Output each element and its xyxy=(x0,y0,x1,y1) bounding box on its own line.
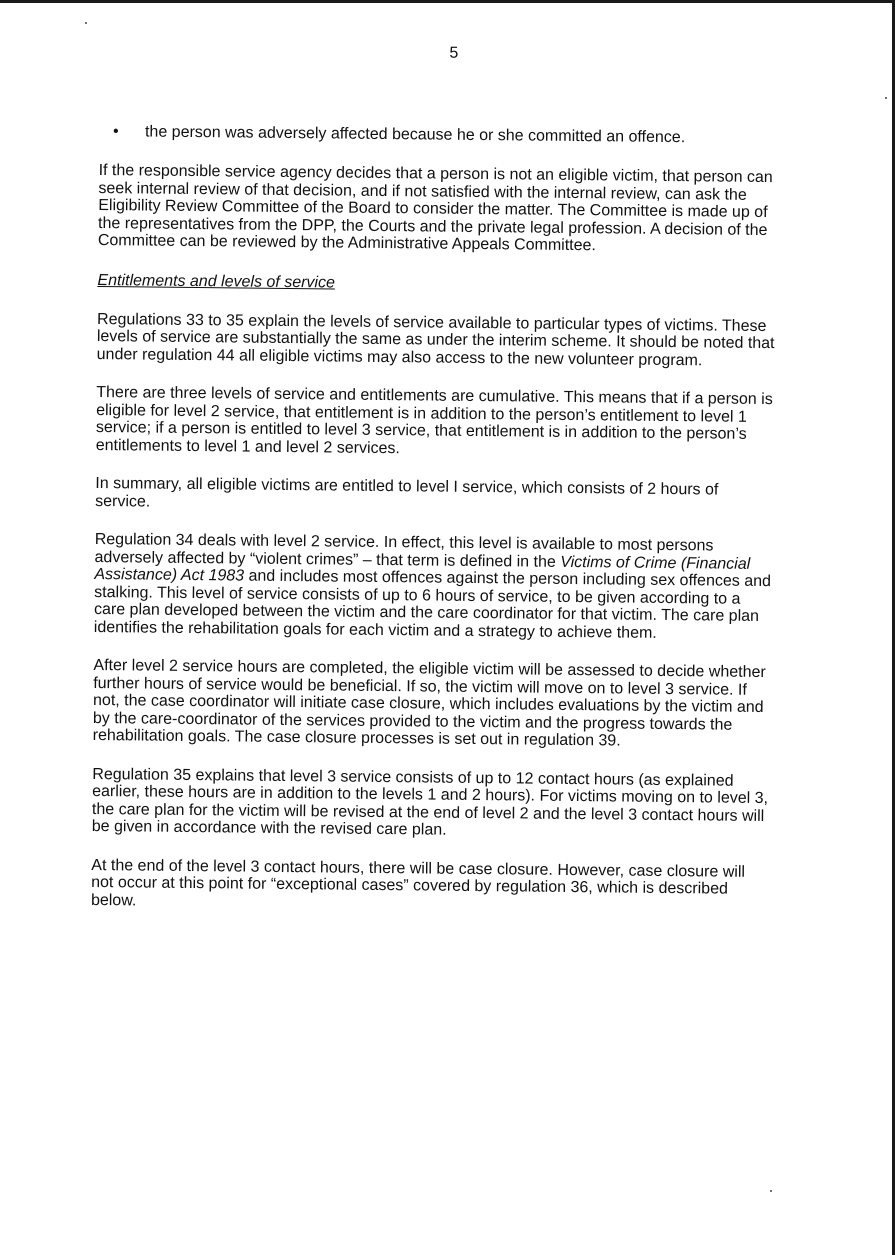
section-heading-entitlements: Entitlements and levels of service xyxy=(97,271,336,291)
paragraph-regulation-34 xyxy=(94,531,775,643)
paragraph-regulation-34-part1: Regulation 34 deals with level 2 service. In effect, this level is available to most persons adversely affected by “violent crimes” – that term is defined in the xyxy=(94,530,714,571)
page-number: 5 xyxy=(449,44,459,62)
bullet-text: the person was adversely affected because he or she committed an offence. xyxy=(144,123,686,147)
paragraph-regulation-35: Regulation 35 explains that level 3 service consists of up to 12 contact hours (as explained earlier, these hours are in addition to the levels 1 and 2 hours). For victims moving on to level 3, the care plan for the victim will be revised at the end of level 2 and the level 3 contact hours will be given in accordance with the revised care plan. xyxy=(91,765,769,839)
paragraph-after-level-2: After level 2 service hours are completed, the eligible victim will be assessed to decide whether further hours of service would be beneficial. If so, the victim will move on to level 3 service. If not, the case coordinator will initiate case closure, which includes evaluations by the victim and by the care-coordinator of the services provided to the victim and the progress towards the rehabilitation goals. The case closure processes is set out in regulation 39. xyxy=(92,656,766,750)
scan-speck xyxy=(85,22,87,24)
bullet-list-item xyxy=(99,122,779,148)
paragraph-regulations-33-35: Regulations 33 to 35 explain the levels of service available to particular types of victims. These levels of service are substantially the same as under the interim scheme. It should be noted that under regulation 44 all eligible victims may also access to the new volunteer program. xyxy=(96,310,775,369)
bullet-icon: • xyxy=(112,123,119,141)
paragraph-regulation-34-part2: and includes most offences against the person including sex offences and stalking. This level of service consists of up to 6 hours of service, to be given according to a care plan developed between the victim and the care coordinator for that victim. The care plan identifies the rehabilitation goals for each victim and a strategy to achieve them. xyxy=(93,567,772,642)
paragraph-end-level-3: At the end of the level 3 contact hours, there will be case closure. However, case closure will not occur at this point for “exceptional cases” covered by regulation 36, which is described below. xyxy=(90,856,746,909)
scan-edge-top xyxy=(0,0,895,3)
paragraph-three-levels: There are three levels of service and entitlements are cumulative. This means that if a person is eligible for level 2 service, that entitlement is in addition to the person’s entitlement to level 1 service; if a person is entitled to level 3 service, that entitlement is in addition to the person’s entitlements to level 1 and level 2 services. xyxy=(95,383,773,457)
document-page xyxy=(91,40,780,937)
paragraph-eligibility-review: If the responsible service agency decides that a person is not an eligible victim, that person can seek internal review of that decision, and if not satisfied with the internal review, can ask the Eligibility Review Committee of the Board to consider the matter. The Committee is made up of the representatives from the DPP, the Courts and the private legal profession. A decision of the Committee can be reviewed by the Administrative Appeals Committee. xyxy=(97,161,773,255)
scan-speck xyxy=(770,1190,772,1192)
act-title: Victims of Crime (Financial Assistance) Act 1983 xyxy=(94,553,751,585)
paragraph-summary: In summary, all eligible victims are entitled to level I service, which consists of 2 hours of service. xyxy=(95,474,719,511)
scan-speck xyxy=(885,97,887,99)
